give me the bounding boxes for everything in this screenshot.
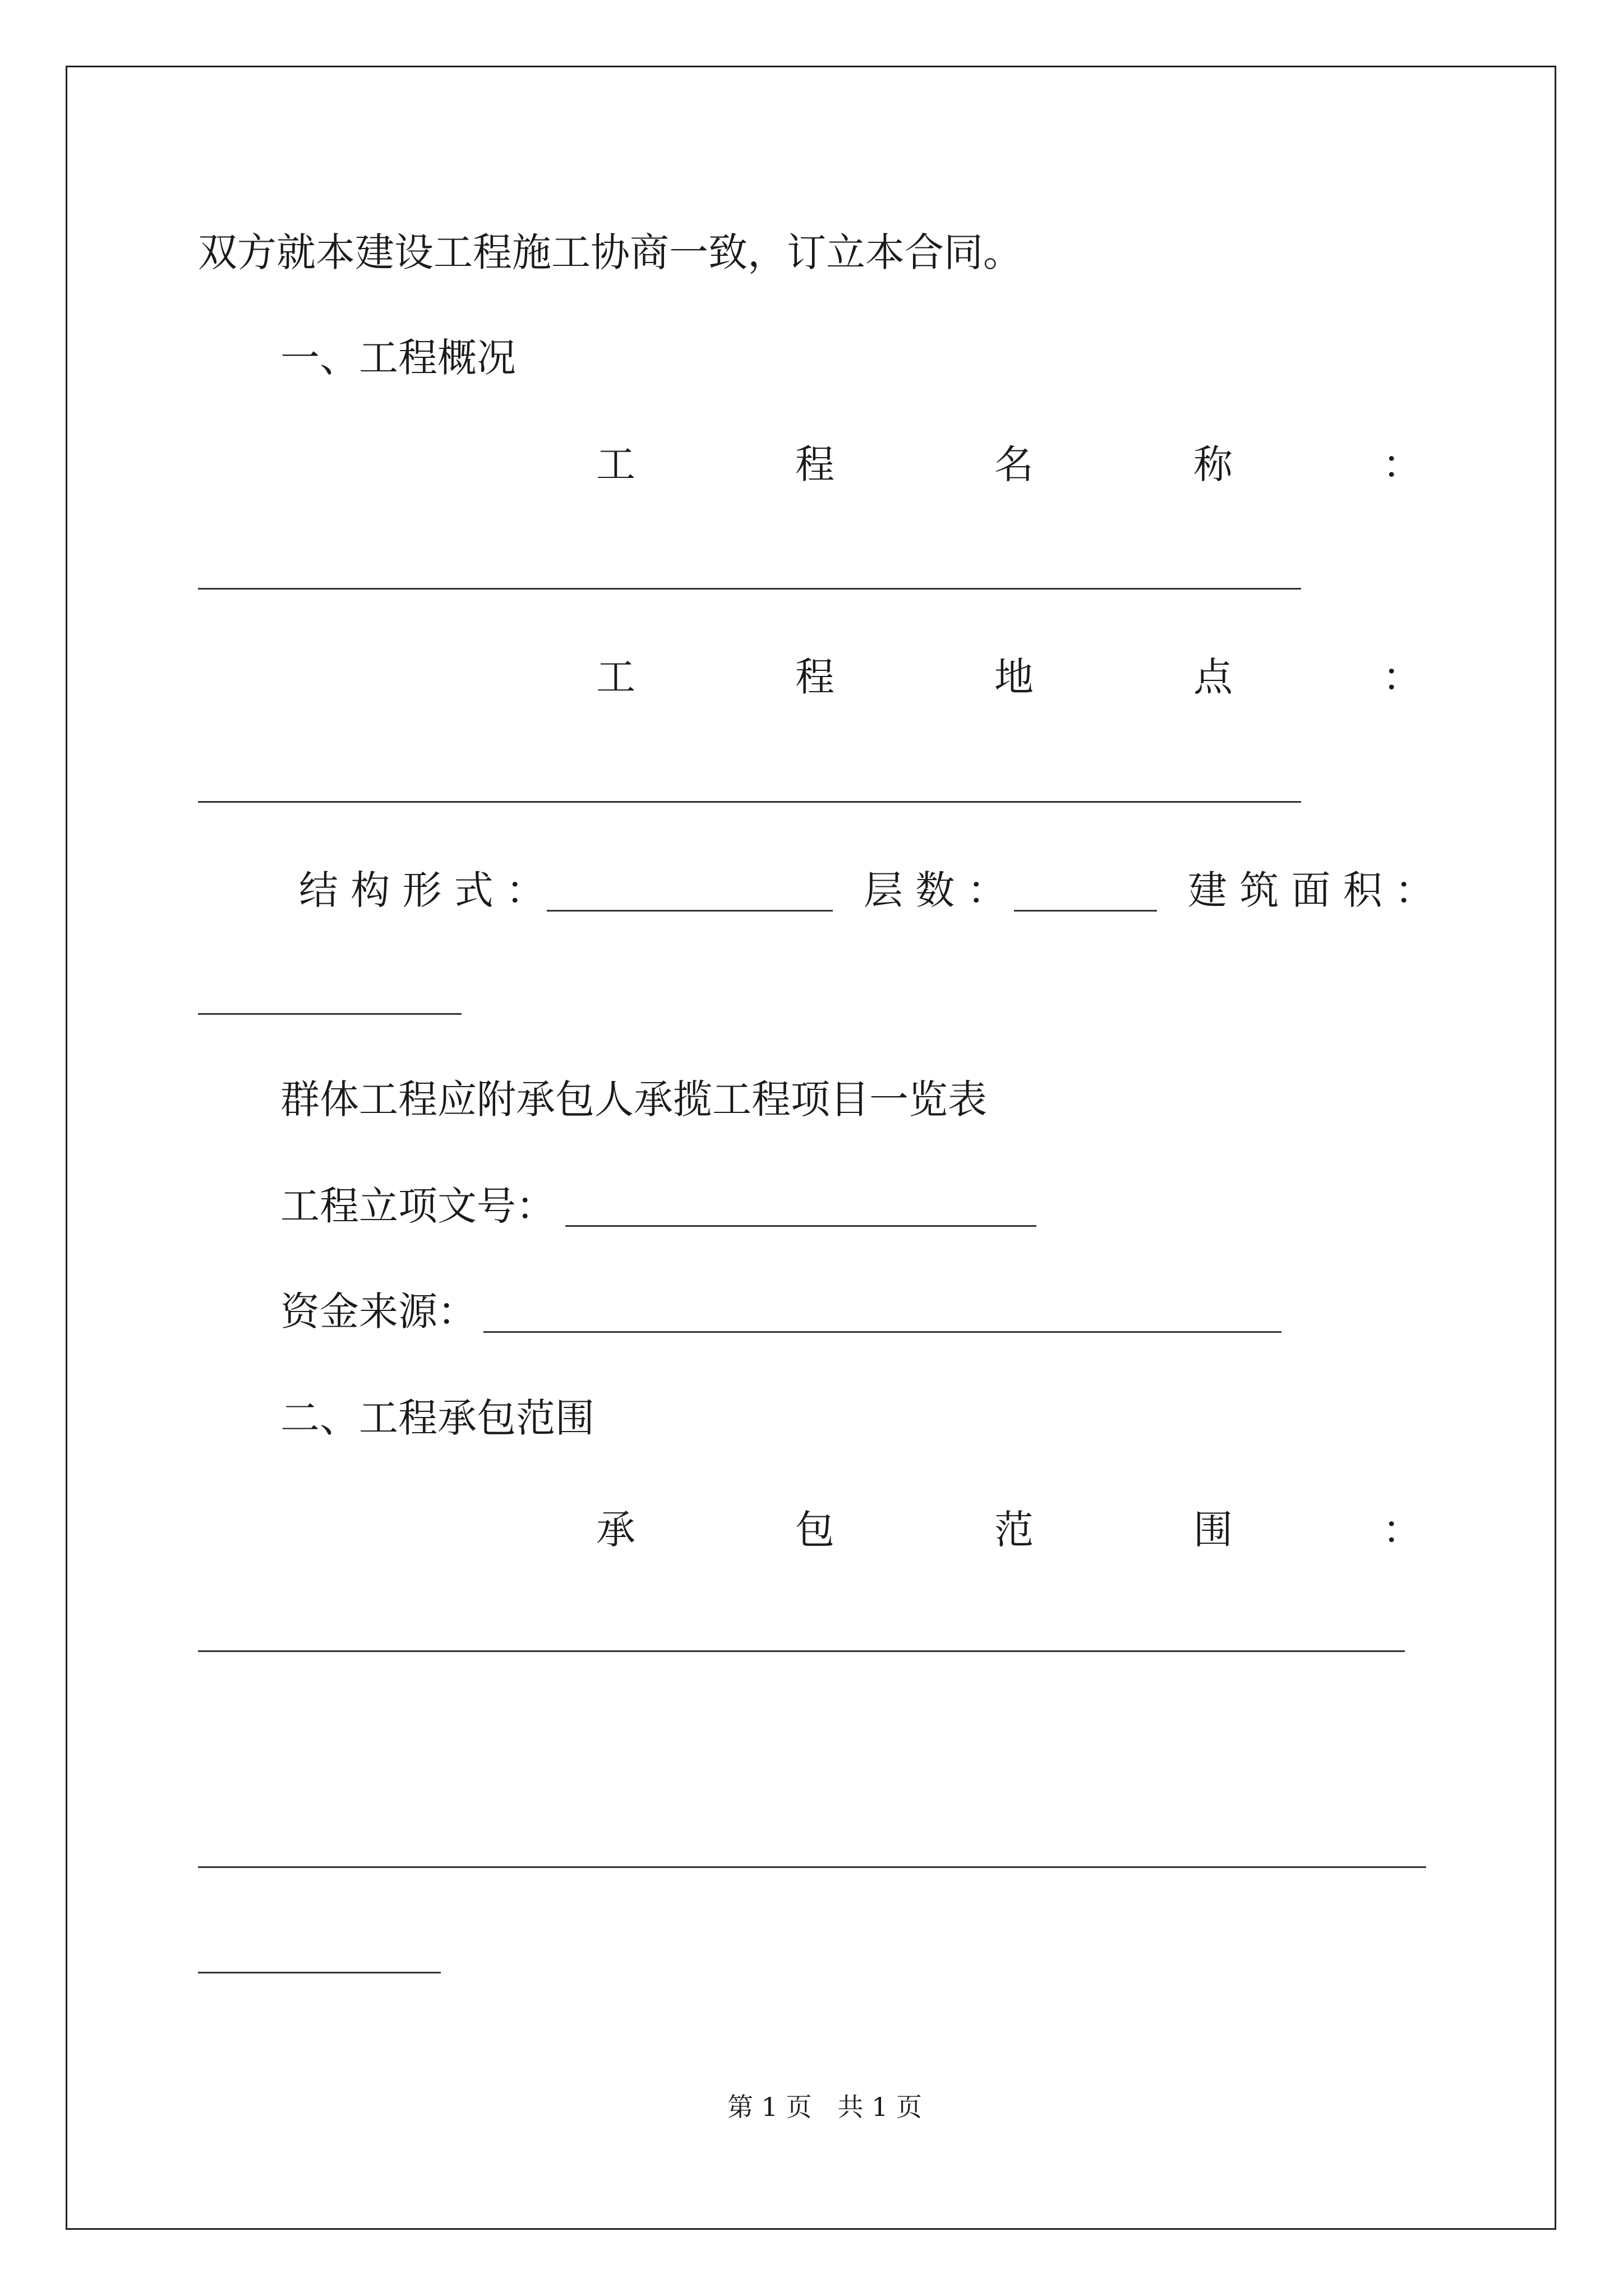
scope-blank-2 [198,1866,1426,1868]
approval-number-blank [565,1225,1036,1227]
funding-source-blank [483,1331,1281,1333]
project-location-char-4: 点 [1193,654,1233,700]
project-location-char-1: 工 [596,654,635,700]
floors-label: 层 数 ： [864,867,1007,913]
scope-blank-3 [198,1972,441,1973]
approval-number-label: 工程立项文号： [280,1183,555,1229]
scope-blank-1 [198,1650,1405,1652]
structure-blank [547,910,833,912]
project-name-char-2: 程 [795,441,834,487]
area-label: 建 筑 面 积 ： [1188,867,1435,913]
page-border [66,66,1556,2230]
funding-source-label: 资金来源： [280,1289,477,1335]
scope-char-4: 围 [1193,1507,1233,1553]
scope-char-1: 承 [596,1507,635,1553]
project-location-blank [198,801,1301,803]
intro-text: 双方就本建设工程施工协商一致，订立本合同。 [198,229,1022,275]
scope-char-3: 范 [994,1507,1034,1553]
section-1-title: 一、工程概况 [280,335,516,381]
area-blank [198,1013,462,1015]
scope-char-2: 包 [795,1507,834,1553]
floors-blank [1014,910,1157,912]
structure-label: 结 构 形 式 ： [299,867,546,913]
project-location-char-2: 程 [795,654,834,700]
project-name-char-4: 称 [1193,441,1233,487]
project-name-blank [198,588,1301,590]
project-name-char-3: 名 [994,441,1034,487]
group-project-note: 群体工程应附承包人承揽工程项目一览表 [280,1076,987,1122]
project-location-colon: ： [1382,654,1422,700]
project-name-char-1: 工 [596,441,635,487]
scope-colon: ： [1382,1507,1422,1553]
project-name-colon: ： [1382,441,1422,487]
page-footer: 第 1 页 共 1 页 [727,2092,923,2122]
section-2-title: 二、工程承包范围 [280,1395,594,1441]
project-location-char-3: 地 [994,654,1034,700]
